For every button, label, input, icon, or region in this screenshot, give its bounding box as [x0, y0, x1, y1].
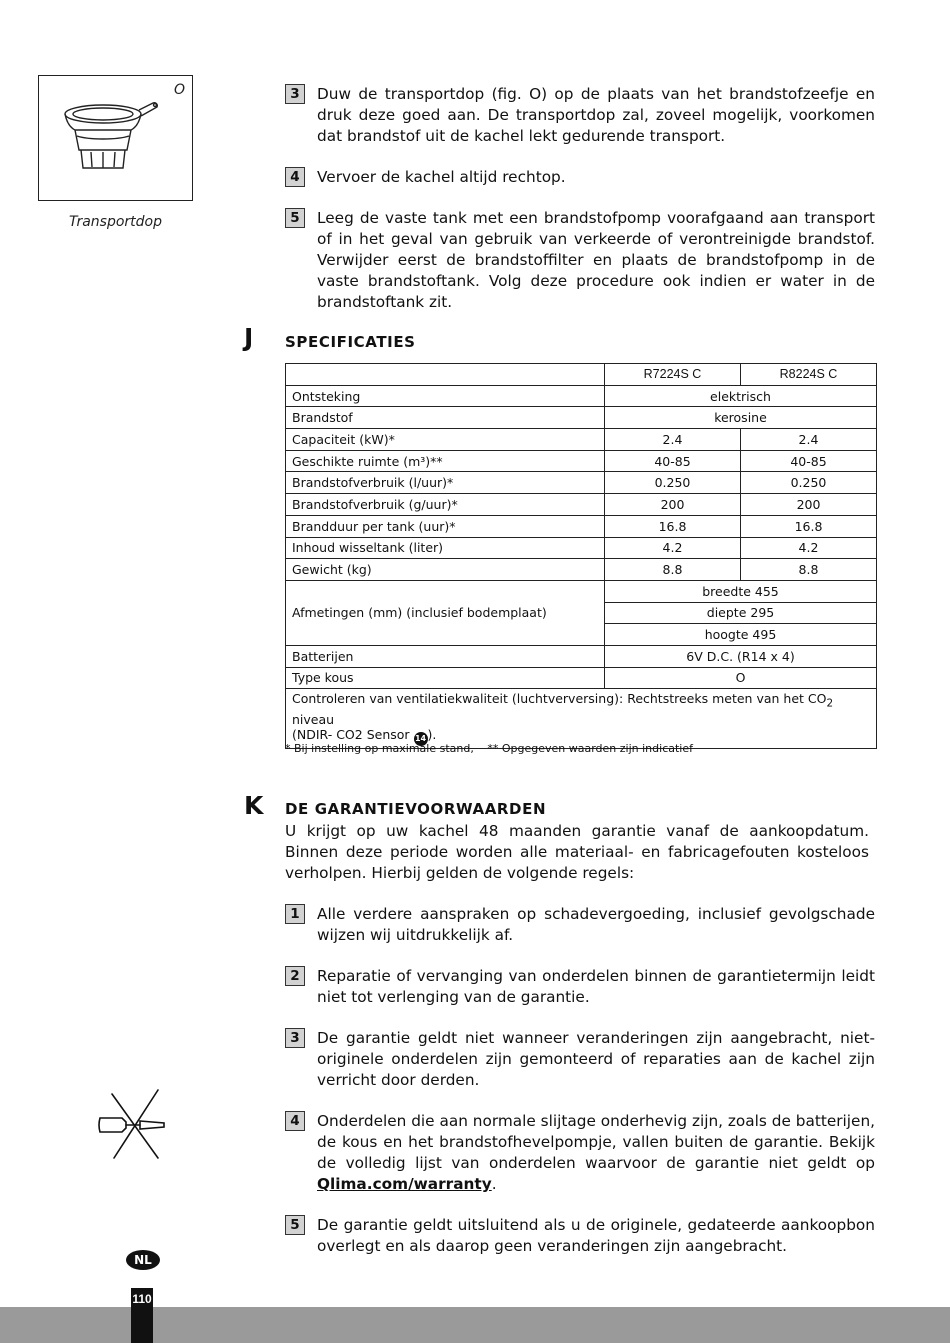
- row-label: Brandstofverbruik (l/uur)*: [286, 472, 605, 494]
- section-letter-j: J: [244, 323, 254, 352]
- row-value: 2.4: [741, 429, 877, 451]
- item-number: 4: [285, 1111, 305, 1131]
- item-number: 2: [285, 966, 305, 986]
- row-value: 8.8: [741, 559, 877, 581]
- table-row: [286, 667, 877, 689]
- table-header-row: [286, 364, 877, 386]
- list-item: [285, 966, 875, 1008]
- table-row: [286, 407, 877, 429]
- table-row: [286, 450, 877, 472]
- row-value: O: [605, 667, 877, 689]
- item-text: De garantie geldt niet wanneer veranderingen zijn aangebracht, niet-originele onderdelen zijn gemonteerd of reparaties aan de kachel zijn verricht door derden.: [317, 1029, 875, 1089]
- row-value: 40-85: [605, 450, 741, 472]
- warranty-link[interactable]: Qlima.com/warranty: [317, 1175, 492, 1193]
- table-row: [286, 580, 877, 602]
- row-label: Ontsteking: [286, 385, 605, 407]
- section-title-specifications: SPECIFICATIES: [285, 333, 416, 351]
- language-badge: NL: [126, 1250, 160, 1270]
- row-label: Brandduur per tank (uur)*: [286, 515, 605, 537]
- transport-cap-illustration: [39, 76, 194, 202]
- row-value: 4.2: [605, 537, 741, 559]
- item-number: 1: [285, 904, 305, 924]
- row-value: 200: [605, 494, 741, 516]
- row-value: 40-85: [741, 450, 877, 472]
- table-row: [286, 515, 877, 537]
- row-value: 16.8: [605, 515, 741, 537]
- model-header: R7224S C: [605, 364, 741, 386]
- note-text: niveau: [292, 711, 335, 727]
- row-label: Gewicht (kg): [286, 559, 605, 581]
- note-text: Controleren van ventilatiekwaliteit (luchtverversing): Rechtstreeks meten van het CO: [292, 691, 827, 707]
- list-item: [285, 1028, 875, 1091]
- footnote: ** Opgegeven waarden zijn indicatief: [487, 742, 693, 755]
- section-letter-k: K: [244, 791, 264, 820]
- table-row: [286, 537, 877, 559]
- figure-letter: O: [173, 82, 185, 98]
- item-text: [317, 1111, 875, 1195]
- dimension-width: breedte 455: [605, 580, 877, 602]
- list-item: [285, 904, 875, 946]
- table-row: [286, 472, 877, 494]
- row-label: Inhoud wisseltank (liter): [286, 537, 605, 559]
- table-row: [286, 385, 877, 407]
- row-value: 0.250: [741, 472, 877, 494]
- item-text: Reparatie of vervanging van onderdelen binnen de garantietermijn leidt niet tot verlenging van de garantie.: [317, 967, 875, 1006]
- item-text-body: Onderdelen die aan normale slijtage onderhevig zijn, zoals de batterijen, de kous en het brandstofhevelpompje, vallen buiten de garantie. Bekijk de volledig lijst van onderdelen waarvoor de garantie niet geldt op: [317, 1112, 875, 1172]
- row-label: Afmetingen (mm) (inclusief bodemplaat): [286, 580, 605, 645]
- row-value: 8.8: [605, 559, 741, 581]
- item-text: Vervoer de kachel altijd rechtop.: [317, 168, 566, 186]
- list-item: [285, 208, 875, 313]
- item-number: 5: [285, 208, 305, 228]
- note-subscript: 2: [826, 697, 834, 710]
- row-value: 4.2: [741, 537, 877, 559]
- list-item: [285, 84, 875, 147]
- table-footnotes: [285, 742, 703, 755]
- row-label: Capaciteit (kW)*: [286, 429, 605, 451]
- row-label: Type kous: [286, 667, 605, 689]
- item-text: Alle verdere aanspraken op schadevergoeding, inclusief gevolgschade wijzen wij uitdrukkelijk af.: [317, 905, 875, 944]
- row-value: 16.8: [741, 515, 877, 537]
- item-text: Leeg de vaste tank met een brandstofpomp voorafgaand aan transport of in het geval van gebruik van verkeerde of verontreinigde brandstof. Verwijder eerst de brandstoffilter en plaats de brandstofpomp in de vaste brandstoftank. Volg deze procedure ook indien er water in de brandstoftank zit.: [317, 209, 875, 311]
- row-label: Brandstofverbruik (g/uur)*: [286, 494, 605, 516]
- item-text: Duw de transportdop (fig. O) op de plaats van het brandstofzeefje en druk deze goed aan. De transportdop zal, zoveel mogelijk, voorkomen dat brandstof uit de kachel lekt gedurende transport.: [317, 85, 875, 145]
- note-text: (NDIR- CO2 Sensor: [292, 726, 414, 742]
- table-note-row: [286, 689, 877, 749]
- item-number: 3: [285, 84, 305, 104]
- table-row: [286, 494, 877, 516]
- no-self-repair-icon: [96, 1088, 168, 1162]
- ventilation-note: [286, 689, 877, 749]
- footnote: * Bij instelling op maximale stand,: [285, 742, 474, 755]
- row-value: 0.250: [605, 472, 741, 494]
- item-number: 5: [285, 1215, 305, 1235]
- item-text: De garantie geldt uitsluitend als u de originele, gedateerde aankoopbon overlegt en als daarop geen veranderingen zijn aangebracht.: [317, 1216, 875, 1255]
- list-item: [285, 1111, 875, 1195]
- table-row: [286, 645, 877, 667]
- table-row: [286, 559, 877, 581]
- figure-caption: Transportdop: [68, 214, 162, 230]
- figure-transport-cap: [38, 75, 193, 201]
- section-title-warranty: DE GARANTIEVOORWAARDEN: [285, 800, 547, 818]
- list-item: [285, 167, 875, 188]
- specifications-table: [285, 363, 877, 749]
- component-number-badge: 14: [414, 732, 428, 746]
- row-label: Brandstof: [286, 407, 605, 429]
- list-item: [285, 1215, 875, 1257]
- table-row: [286, 429, 877, 451]
- item-text-tail: .: [491, 1175, 497, 1193]
- row-value: 2.4: [605, 429, 741, 451]
- row-value: elektrisch: [605, 385, 877, 407]
- row-value: 6V D.C. (R14 x 4): [605, 645, 877, 667]
- model-header: R8224S C: [741, 364, 877, 386]
- row-label: Geschikte ruimte (m³)**: [286, 450, 605, 472]
- item-number: 3: [285, 1028, 305, 1048]
- row-label: Batterijen: [286, 645, 605, 667]
- row-value: kerosine: [605, 407, 877, 429]
- page-number: 110: [132, 1292, 152, 1306]
- row-value: 200: [741, 494, 877, 516]
- warranty-intro: U krijgt op uw kachel 48 maanden garantie vanaf de aankoopdatum. Binnen deze periode worden alle materiaal- en fabricagefouten kosteloos verholpen. Hierbij gelden de volgende regels:: [285, 822, 869, 882]
- dimension-height: hoogte 495: [605, 624, 877, 646]
- dimension-depth: diepte 295: [605, 602, 877, 624]
- note-text: ).: [427, 726, 437, 742]
- table-corner-cell: [286, 364, 605, 386]
- item-number: 4: [285, 167, 305, 187]
